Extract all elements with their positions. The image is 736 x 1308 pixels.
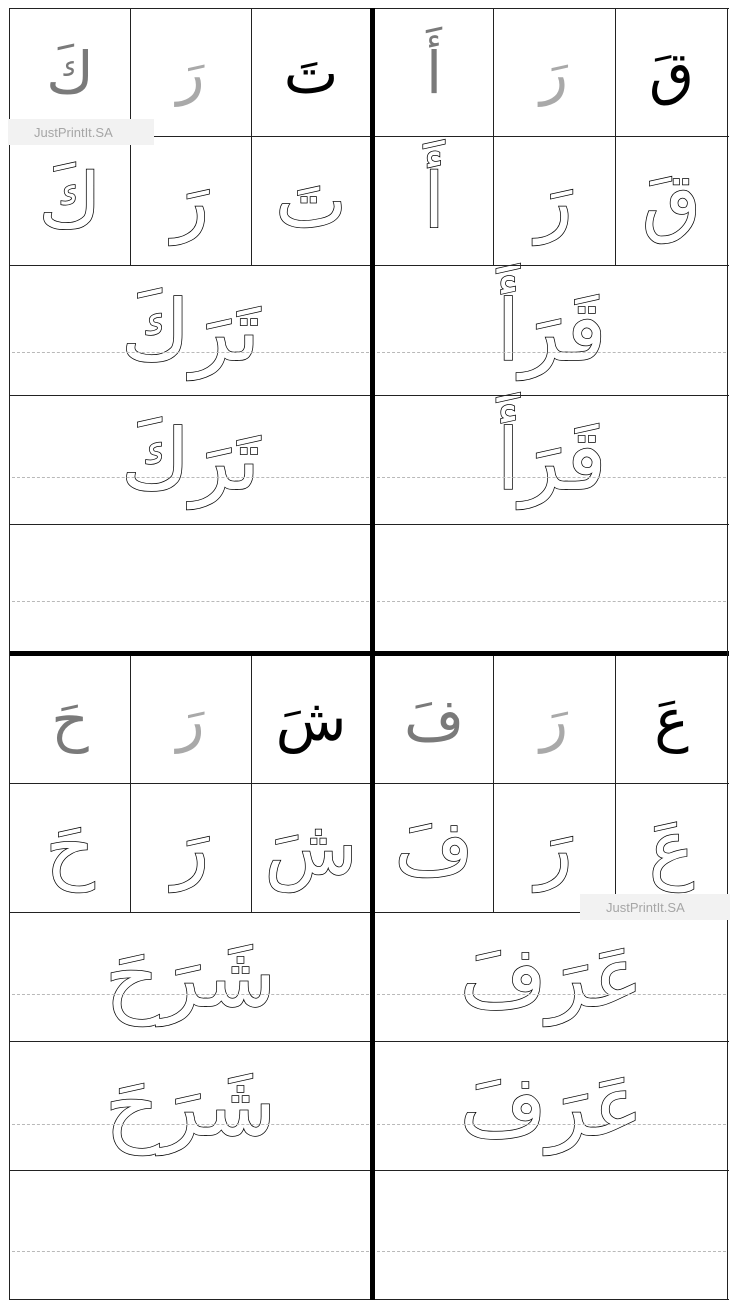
grid-line	[9, 265, 729, 266]
letter-cell-ra: رَ	[539, 686, 568, 754]
baseline-guide	[377, 477, 726, 478]
grid-line	[9, 395, 729, 396]
trace-letter-alif: أَ	[423, 156, 445, 245]
letter-cell-ra: رَ	[176, 686, 205, 754]
baseline-guide	[12, 994, 369, 995]
letter-cell-ra: رَ	[176, 38, 205, 107]
grid-line	[493, 8, 494, 265]
trace-word-2: تَرَكَ	[121, 411, 260, 509]
trace-letter-ra: رَ	[535, 803, 573, 892]
trace-word-2: عَرَفَ	[459, 1057, 644, 1155]
trace-word-1: عَرَفَ	[459, 928, 644, 1026]
baseline-guide	[377, 352, 726, 353]
grid-border-top	[9, 8, 729, 9]
trace-word-1: تَرَكَ	[121, 281, 260, 380]
letter-cell-kaf: كَ	[46, 38, 94, 107]
trace-letter-ra: رَ	[172, 156, 209, 245]
grid-border-left	[9, 8, 10, 1300]
trace-letter-shin: شَ	[264, 803, 358, 892]
trace-letter-fa: فَ	[394, 803, 474, 892]
trace-word-2: قَرَأَ	[496, 411, 607, 509]
trace-word-2: شَرَحَ	[105, 1057, 276, 1155]
trace-letter-ain: عَ	[648, 803, 695, 892]
grid-line	[9, 1170, 729, 1171]
grid-line	[251, 656, 252, 912]
baseline-guide	[12, 601, 369, 602]
letter-cell-ain: عَ	[654, 686, 689, 754]
letter-cell-ra: رَ	[539, 38, 568, 107]
grid-line	[9, 1041, 729, 1042]
grid-line	[130, 656, 131, 912]
letter-cell-shin: شَ	[275, 686, 347, 754]
letter-cell-alif: أَ	[425, 38, 443, 107]
trace-letter-kaf: كَ	[38, 156, 102, 245]
baseline-guide	[12, 352, 369, 353]
grid-line	[493, 656, 494, 912]
trace-letter-qaf: قَ	[642, 156, 701, 245]
trace-word-1: شَرَحَ	[105, 928, 276, 1026]
watermark: JustPrintIt.SA	[8, 119, 154, 145]
baseline-guide	[12, 1124, 369, 1125]
baseline-guide	[377, 1124, 726, 1125]
grid-line	[9, 524, 729, 525]
watermark: JustPrintIt.SA	[580, 894, 730, 920]
grid-border-right	[727, 8, 728, 1300]
baseline-guide	[377, 994, 726, 995]
baseline-guide	[12, 1251, 369, 1252]
letter-cell-fa: فَ	[403, 686, 465, 754]
trace-word-1: قَرَأَ	[496, 281, 607, 380]
panel-divider-horizontal	[9, 651, 729, 656]
letter-cell-ha: حَ	[51, 686, 89, 754]
letter-cell-qaf: قَ	[648, 38, 694, 107]
trace-letter-ha: حَ	[45, 803, 95, 892]
baseline-guide	[377, 601, 726, 602]
grid-line	[615, 656, 616, 912]
trace-letter-ta: تَ	[275, 156, 347, 245]
panel-divider-vertical	[370, 8, 375, 1300]
letter-cell-ta: تَ	[283, 38, 339, 107]
baseline-guide	[12, 477, 369, 478]
trace-letter-ra: رَ	[172, 803, 209, 892]
grid-line	[615, 8, 616, 265]
baseline-guide	[377, 1251, 726, 1252]
grid-line	[9, 783, 729, 784]
grid-border-bottom	[9, 1299, 729, 1300]
trace-letter-ra: رَ	[535, 156, 573, 245]
grid-line	[251, 8, 252, 265]
